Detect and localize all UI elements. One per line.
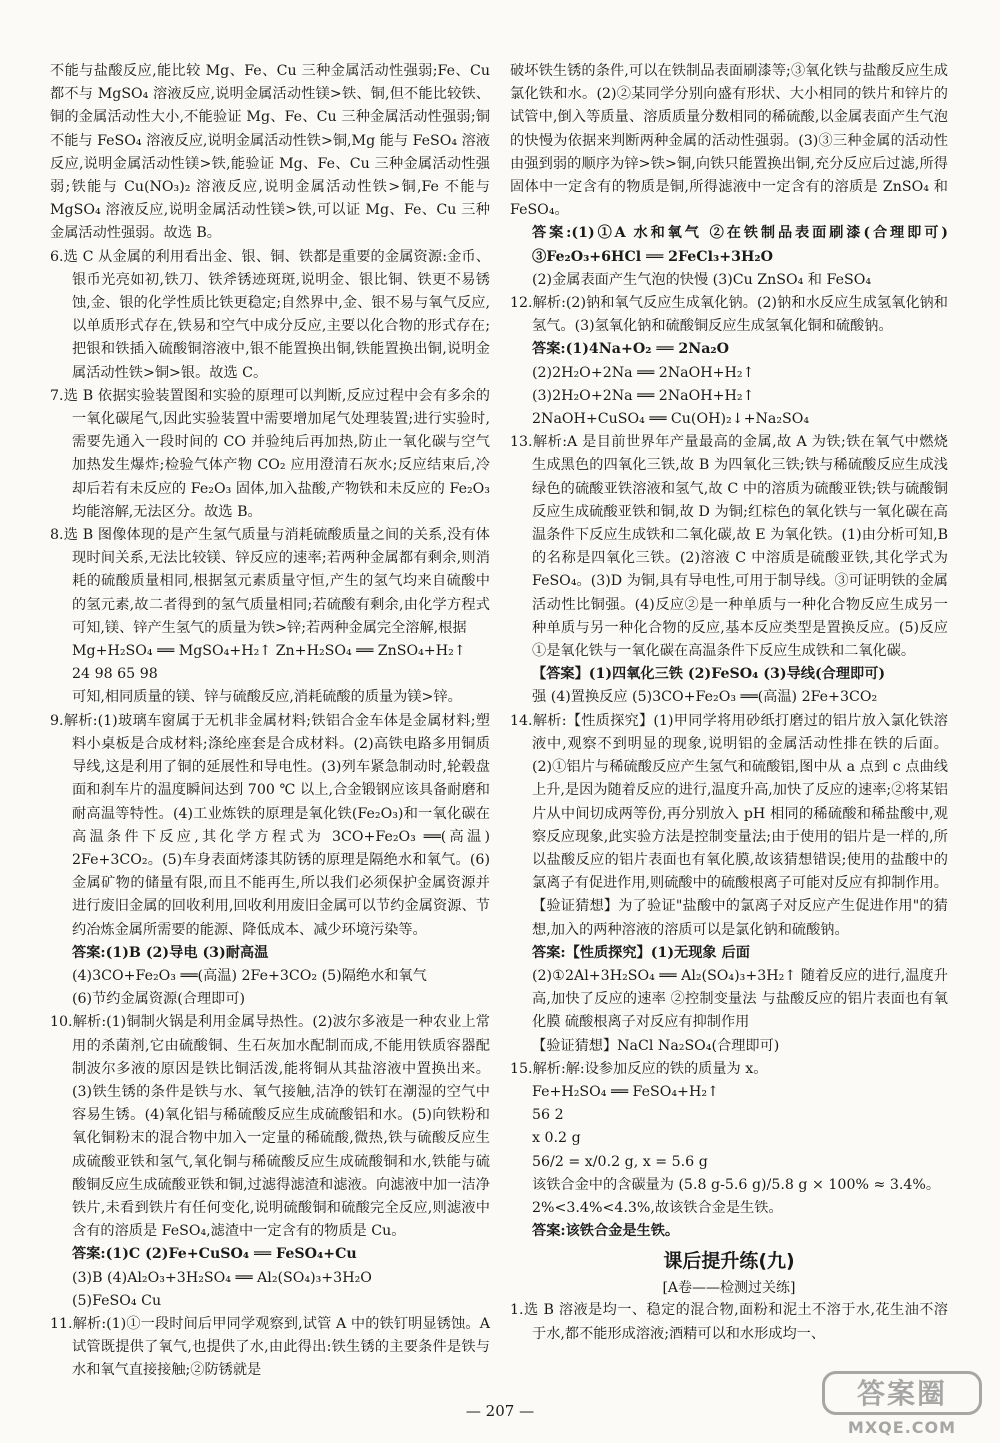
equation: Fe+H₂SO₄ ══ FeSO₄+H₂↑ (532, 1083, 719, 1100)
answer: (2)①2Al+3H₂SO₄ ══ Al₂(SO₄)₃+3H₂↑ 随着反应的进行,温度升高,加快了反应的速率 ②控制变量法 与盐酸反应的铝片表面也有氧化膜 硫酸根离子对反应有抑制作用 (532, 967, 948, 1031)
answer: (3)2H₂O+2Na ══ 2NaOH+H₂↑ (532, 387, 755, 404)
paragraph: 2%<3.4%<4.3%,故该铁合金是生铁。 (532, 1199, 783, 1216)
question-12: 12.解析:(2)钠和氧气反应生成氧化钠。(2)钠和水反应生成氢氧化钠和氢气。(3)氢氧化钠和硫酸铜反应生成氢氧化铜和硫酸钠。 (510, 295, 948, 335)
answer: 答案:(1)B (2)导电 (3)耐高温 (72, 944, 269, 961)
answer: 【答案】(1)四氧化三铁 (2)FeSO₄ (3)导线(合理即可) (532, 666, 886, 683)
answer: 答案:(1)4Na+O₂ ══ 2Na₂O (532, 341, 729, 358)
question-9: 9.解析:(1)玻璃车窗属于无机非金属材料;铁铝合金车体是金属材料;塑料小桌板是合成材料;涤纶座套是合成材料。(2)高铁电路多用铜质导线,这是利用了铜的延展性和导电性。(3)列车紧急制动时,轮毂盘面和刹车片的温度瞬间达到 700 ℃ 以上,合金锻钢应该具备耐磨和耐高温等特性。(4)工业炼铁的原理是氧化铁(Fe₂O₃)和一氧化碳在高温条件下反应,其化学方程式为 3CO+Fe₂O₃ ══(高温) 2Fe+3CO₂。(5)车身表面烤漆其防锈的原理是隔绝水和氧气。(6)金属矿物的储量有限,而且不能再生,所以我们必须保护金属资源并进行废旧金属的回收利用,回收利用废旧金属可以节约金属资源、节约冶炼金属所需要的能源、降低成本、减少环境污染等。 (50, 712, 490, 938)
equation: x 0.2 g (532, 1130, 581, 1147)
equation: 56/2 = x/0.2 g, x = 5.6 g (532, 1153, 708, 1170)
question-6: 6.选 C 从金属的利用看出金、银、铜、铁都是重要的金属资源:金币、银币光亮如初,铁刀、铁斧锈迹斑斑,说明金、银比铜、铁更不易锈蚀,金、银的化学性质比铁更稳定;自然界中,金、银不易与氧气反应,以单质形式存在,铁易和空气中成分反应,主要以化合物的形式存在;把银和铁插入硫酸铜溶液中,银不能置换出铜,铁能置换出铜,说明金属活动性铁>铜>银。故选 C。 (50, 248, 490, 381)
question-11: 11.解析:(1)①一段时间后甲同学观察到,试管 A 中的铁钉明显锈蚀。A 试管既提供了氧气,也提供了水,由此得出:铁生锈的主要条件是铁与水和氧气直接接触;②防锈就是 (50, 1315, 490, 1379)
answer: 2NaOH+CuSO₄ ══ Cu(OH)₂↓+Na₂SO₄ (532, 411, 810, 428)
equation: 56 2 (532, 1107, 564, 1124)
question-7: 7.选 B 依据实验装置图和实验的原理可以判断,反应过程中会有多余的一氧化碳尾气,因此实验装置中需要增加尾气处理装置;进行实验时,需要先通入一段时间的 CO 并验纯后再加热,防止一氧化碳与空气加热发生爆炸;检验气体产物 CO₂ 应用澄清石灰水;反应结束后,冷却后若有未反应的 Fe₂O₃ 固体,加入盐酸,产物铁和未反应的 Fe₂O₃ 均能溶解,无法区分。故选 B。 (50, 387, 490, 520)
watermark-logo (822, 1371, 982, 1437)
answer: 答案:(1)①A 水和氧气 ②在铁制品表面刷漆(合理即可) ③Fe₂O₃+6HCl ══ 2FeCl₃+3H₂O (532, 225, 948, 265)
answer: (4)3CO+Fe₂O₃ ══(高温) 2Fe+3CO₂ (5)隔绝水和氧气 (72, 967, 427, 984)
answer: (2)金属表面产生气泡的快慢 (3)Cu ZnSO₄ 和 FeSO₄ (532, 271, 872, 288)
watermark-url: MXQE.COM (847, 1418, 957, 1437)
right-column (510, 60, 948, 1346)
answer: 【验证猜想】NaCl Na₂SO₄(合理即可) (532, 1037, 780, 1054)
watermark-text: 答案圈 (822, 1371, 982, 1415)
equation: 24 98 65 98 (72, 666, 158, 683)
paragraph: 不能与盐酸反应,能比较 Mg、Fe、Cu 三种金属活动性强弱;Fe、Cu 都不与 MgSO₄ 溶液反应,说明金属活动性镁>铁、铜,但不能比较铁、铜的金属活动性大小,不能验证 Mg、Fe、Cu 三种金属活动性强弱;铜不能与 FeSO₄ 溶液反应,说明金属活动性铁>铜,Mg 能与 FeSO₄ 溶液反应,说明金属活动性镁>铁,能验证 Mg、Fe、Cu 三种金属活动性强弱;铁能与 Cu(NO₃)₂ 溶液反应,说明金属活动性铁>铜,Fe 不能与 MgSO₄ 溶液反应,说明金属活动性镁>铁,可以证 Mg、Fe、Cu 三种金属活动性强弱。故选 B。 (50, 63, 490, 242)
paragraph: 该铁合金中的含碳量为 (5.8 g-5.6 g)/5.8 g × 100% ≈ 3.4%。 (532, 1176, 941, 1193)
section-subtitle: [A卷——检测过关练] (662, 1280, 796, 1297)
left-column (50, 60, 490, 1383)
question-1: 1.选 B 溶液是均一、稳定的混合物,面粉和泥土不溶于水,花生油不溶于水,都不能形成溶液;酒精可以和水形成均一、 (510, 1302, 948, 1342)
answer: 答案:【性质探究】(1)无现象 后面 (532, 944, 750, 961)
answer: 答案:该铁合金是生铁。 (532, 1223, 680, 1240)
question-14: 14.解析:【性质探究】(1)甲同学将用砂纸打磨过的铝片放入氯化铁溶液中,观察不到明显的现象,说明铝的金属活动性排在铁的后面。(2)①铝片与稀硫酸反应产生氢气和硫酸铝,图中从 a 点到 c 点曲线上升,是因为随着反应的进行,温度升高,加快了反应的速率;②将某铝片从中间切成两等份,再分别放入 pH 相同的稀硫酸和稀盐酸中,观察反应现象,此实验方法是控制变量法;由于使用的铝片是一样的,所以盐酸反应的铝片表面也有氧化膜,故该猜想错误;使用的盐酸中的氯离子有促进作用,则硫酸中的硫酸根离子可能对反应有抑制作用。 (510, 712, 948, 892)
answer: 答案:(1)C (2)Fe+CuSO₄ ══ FeSO₄+Cu (72, 1246, 357, 1263)
paragraph: 破坏铁生锈的条件,可以在铁制品表面刷漆等;③氧化铁与盐酸反应生成氯化铁和水。(2)②某同学分别向盛有形状、大小相同的铁片和锌片的试管中,倒入等质量、溶质质量分数相同的稀硫酸,以金属表面产生气泡的快慢为依据来判断两种金属的活动性强弱。(3)③三种金属的活动性由强到弱的顺序为锌>铁>铜,向铁只能置换出铜,充分反应后过滤,所得固体中一定含有的物质是铜,所得滤液中一定含有的溶质是 ZnSO₄ 和 FeSO₄。 (510, 63, 948, 219)
page-number: — 207 — (465, 1402, 535, 1420)
question-15: 15.解析:解:设参加反应的铁的质量为 x。 (510, 1060, 768, 1077)
paragraph: 可知,相同质量的镁、锌与硫酸反应,消耗硫酸的质量为镁>锌。 (72, 689, 462, 706)
answer: (5)FeSO₄ Cu (72, 1292, 162, 1309)
paragraph: 【验证猜想】为了验证"盐酸中的氯离子对反应产生促进作用"的猜想,加入的两种溶液的溶质可以是氯化钠和硫酸钠。 (532, 898, 948, 938)
answer: (6)节约金属资源(合理即可) (72, 991, 246, 1008)
answer: (3)B (4)Al₂O₃+3H₂SO₄ ══ Al₂(SO₄)₃+3H₂O (72, 1269, 372, 1286)
question-13: 13.解析:A 是目前世界年产量最高的金属,故 A 为铁;铁在氧气中燃烧生成黑色的四氧化三铁,故 B 为四氧化三铁;铁与稀硫酸反应生成浅绿色的硫酸亚铁溶液和氢气,故 C 中的溶质为硫酸亚铁;铁与硫酸铜反应生成硫酸亚铁和铜,故 D 为铜;红棕色的氧化铁与一氧化碳在高温条件下反应生成铁和二氧化碳,故 E 为氧化铁。(1)由分析可知,B 的名称是四氧化三铁。(2)溶液 C 中溶质是硫酸亚铁,其化学式为 FeSO₄。(3)D 为铜,具有导电性,可用于制导线。③可证明铁的金属活动性比铜强。(4)反应②是一种单质与一种化合物反应生成另一种单质与另一种化合物的反应,基本反应类型是置换反应。(5)反应①是氧化铁与一氧化碳在高温条件下反应生成铁和二氧化碳。 (510, 434, 948, 660)
equation: Mg+H₂SO₄ ══ MgSO₄+H₂↑ Zn+H₂SO₄ ══ ZnSO₄+H₂↑ (72, 643, 466, 660)
section-title: 课后提升练(九) (663, 1250, 795, 1273)
question-10: 10.解析:(1)铜制火锅是利用金属导热性。(2)波尔多液是一种农业上常用的杀菌剂,它由硫酸铜、生石灰加水配制而成,不能用铁质容器配制波尔多液的原因是铁比铜活泼,能将铜从其盐溶液中置换出来。(3)铁生锈的条件是铁与水、氧气接触,洁净的铁钉在潮湿的空气中容易生锈。(4)氧化铝与稀硫酸反应生成硫酸铝和水。(5)向铁粉和氧化铜粉末的混合物中加入一定量的稀硫酸,微热,铁与硫酸反应生成硫酸亚铁和氢气,氧化铜与稀硫酸反应生成硫酸铜和水,铁能与硫酸铜反应生成硫酸亚铁和铜,过滤得滤渣和滤液。向滤液中加一洁净铁片,未看到铁片有任何变化,说明硫酸铜和硫酸完全反应,则滤液中含有的溶质是 FeSO₄,滤渣中一定含有的物质是 Cu。 (50, 1014, 490, 1240)
question-8: 8.选 B 图像体现的是产生氢气质量与消耗硫酸质量之间的关系,没有体现时间关系,无法比较镁、锌反应的速率;若两种金属都有剩余,则消耗的硫酸质量相同,根据氢元素质量守恒,产生的氢气均来自硫酸中的氢元素,故二者得到的氢气质量相同;若硫酸有剩余,由化学方程式可知,镁、锌产生氢气的质量为铁>锌;若两种金属完全溶解,根据 (50, 527, 490, 636)
answer: (2)2H₂O+2Na ══ 2NaOH+H₂↑ (532, 364, 755, 381)
answer: 强 (4)置换反应 (5)3CO+Fe₂O₃ ══(高温) 2Fe+3CO₂ (532, 689, 878, 706)
